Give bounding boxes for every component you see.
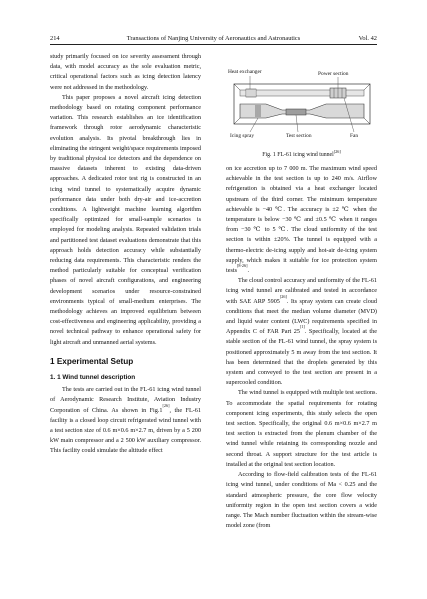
figure-caption — [226, 149, 377, 158]
label-fan: Fan — [350, 133, 359, 139]
test-section-block — [286, 109, 306, 115]
citation: [8-26] — [237, 263, 248, 269]
label-heat-exchanger: Heat exchanger — [228, 69, 262, 75]
paragraph: This paper proposes a novel aircraft icing detection methodology based on rotating component performance variation. This research establishes an ice identification framework through rotor aerodynamic characteristic evolution analysis. Its pivotal breakthrough lies in eliminating the stringent weight/space requirements imposed by traditional physical ice detectors and the dependence on massive datasets inherent to existing data-driven approaches. A dedicated rotor test rig is constructed in an icing wind tunnel to systematically acquire dynamic performance data under both dry-air and ice-accretion conditions. A lightweight machine learning algorithm specifically optimized for small-sample scenarios is employed for modeling analysis. Repeated validation trials and partitioned test dataset evaluations demonstrate that this approach holds detection accuracy while substantially reducing data requirements. This characteristic renders the method particularly suitable for conceptual verification phases of novel aircraft configurations, and engineering development scenarios under resource-constrained environments typical of small-medium enterprises. The methodology achieves an improved equilibrium between cost-effectiveness and engineering applicability, providing a novel technical pathway to enhance operational safety for light aircraft and unmanned aerial systems. — [50, 93, 201, 346]
subsection-title: 1. 1 Wind tunnel description — [50, 373, 136, 381]
caption-text: Fig. 1 FL-61 icing wind tunnel — [262, 152, 334, 158]
label-power-section: Power section — [318, 71, 349, 77]
paragraph: study primarily focused on ice severity assessment through data, with model accuracy as the sole evaluation metric, critical operational factors such as icing detection latency were not addressed in the methodology. — [50, 53, 201, 91]
wind-tunnel-figure — [226, 62, 377, 157]
journal-title: Transactions of Nanjing University of Aeronautics and Astronautics — [126, 35, 301, 42]
volume-number: Vol. 42 — [358, 35, 377, 42]
paragraph — [50, 385, 201, 456]
label-icing-spray: Icing spray — [230, 133, 255, 139]
right-column — [226, 164, 377, 531]
text-run: on ice accretion up to 7 000 m. The maximum wind speed achievable in the test section is up to 240 m/s. Airflow refrigeration is obtained via a heat exchanger located upstream of the third corner. The minimum temperature achievable is −40 ℃. The accuracy is ±2 ℃ when the temperature is below −30 ℃ and ±0.5 ℃ when it ranges from −30 ℃ to 5 ℃. The cloud uniformity of the test section is within ±20%. The tunnel is equipped with a thermo-electric de-icing supply and hot-air de-icing system supply, which makes it suitable for ice protection system tests — [226, 165, 377, 275]
label-test-section: Test section — [286, 133, 312, 139]
heat-exchanger-icon — [246, 89, 256, 97]
citation: [1] — [299, 324, 305, 330]
paragraph: The wind tunnel is equipped with multiple test sections. To accommodate the spatial requirements for rotating component icing experiments, this study selects the open test section. Specifically, the original 0.6 m×0.6 m×2.7 m test section is extracted from the plenum chamber of the wind tunnel while retaining its corresponding nozzle and second throat. A support structure for the test article is installed at the original test section location. — [226, 389, 377, 468]
paragraph — [226, 276, 377, 388]
paragraph: on ice accretion up to 7 000 m. The maximum wind speed achievable in the test section is up to 240 m/s. Airflow refrigeration is obtained via a heat exchanger located upstream of the third corner. The minimum temperature achievable is −40 ℃. The accuracy is ±2 ℃ when the temperature is below −30 ℃ and ±0.5 ℃ when it ranges from −30 ℃ to 5 ℃. The cloud uniformity of the test section is within ±20%. The tunnel is equipped with a thermo-electric de-icing supply and hot-air de-icing system supply, which makes it suitable for ice protection system tests[8-26]. — [226, 165, 377, 275]
text-run: The tests are carried out in the FL-61 icing wind tunnel of Aerodynamic Research Institute, Aviation Industry Corporation of China. As shown in Fig.1 — [50, 386, 201, 414]
leader-line — [296, 115, 298, 132]
fan-icon — [330, 88, 346, 98]
left-column — [50, 52, 201, 457]
running-header — [50, 32, 377, 45]
citation: [26] — [279, 293, 287, 299]
citation: [26] — [162, 402, 170, 408]
text-run: The cloud control accuracy and uniformity of the FL-61 icing wind tunnel are calibrated and tested in accordance with SAE ARP 5905 — [226, 277, 377, 305]
text-run: . Its spray system can create cloud conditions that meet the median volume diameter (MVD) and liquid water content (LWC) requirements specified in Appendix C of FAR Part 25 — [226, 297, 377, 336]
page-number: 214 — [50, 35, 60, 42]
paragraph: According to flow-field calibration tests of the FL-61 icing wind tunnel, under conditions of Ma < 0.25 and the standard atmospheric pressure, the core flow velocity uniformity region in the open test section covers a wide range. The Mach number fluctuation within the stream-wise model zone (from — [226, 471, 377, 530]
section-title: 1 Experimental Setup — [50, 356, 134, 366]
text-run: , the FL-61 facility is a closed loop circuit refrigerated wind tunnel with a test section size of 0.6 m×0.6 m×2.7 m, driven by a 5 200 kW main compressor and a 2 500 kW auxiliary compressor. This facility could simulate the altitude effect — [50, 406, 201, 455]
text-run: . Specifically, located at the stable section of the FL-61 wind tunnel, the spray system is positioned approximately 5 m away from the test section. It has been determined that the droplets generated by this system and conveyed to the test section are present in a supercooled condition. — [226, 328, 377, 387]
citation: [26] — [333, 149, 341, 154]
leader-line — [250, 118, 258, 132]
